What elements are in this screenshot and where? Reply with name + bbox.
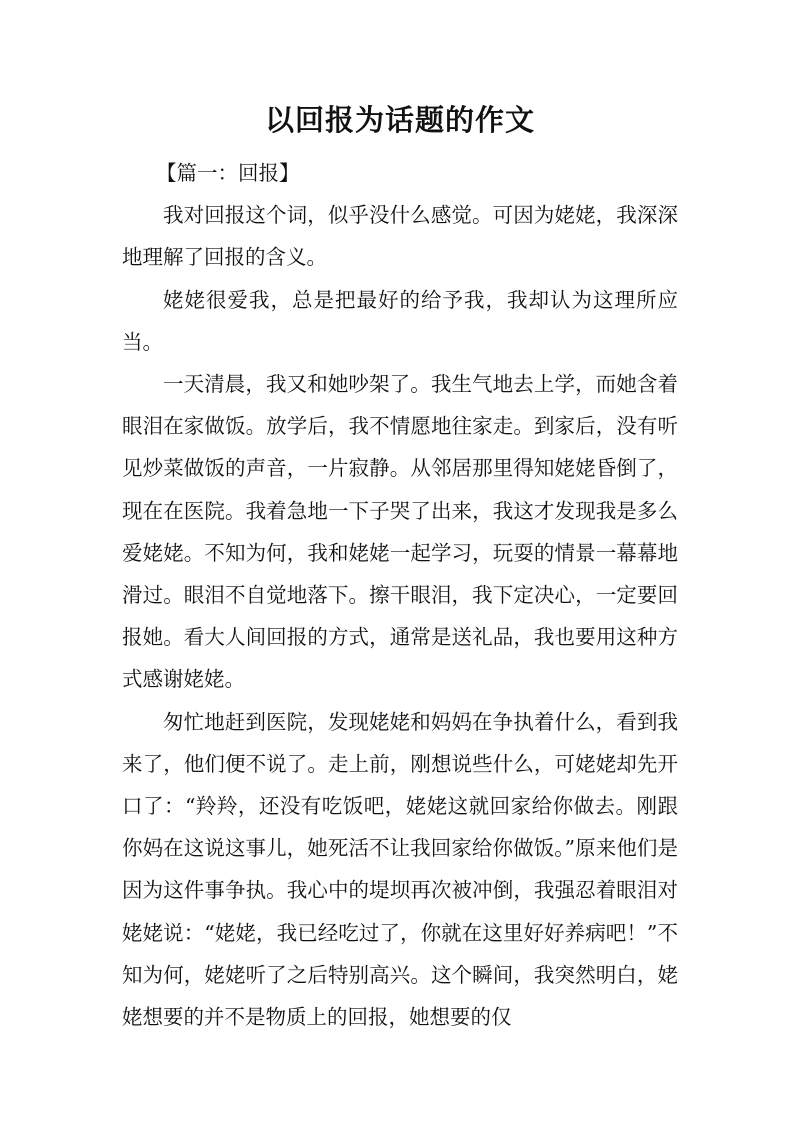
section-heading: 【篇一：回报】 (156, 161, 300, 185)
paragraph-3: 一天清晨，我又和她吵架了。我生气地去上学，而她含着眼泪在家做饭。放学后，我不情愿地往家走。到家后，没有听见炒菜做饭的声音，一片寂静。从邻居那里得知姥姥昏倒了，现在在医院。我着急地一下子哭了出来，我这才发现我是多么爱姥姥。不知为何，我和姥姥一起学习，玩耍的情景一幕幕地滑过。眼泪不自觉地落下。擦干眼泪，我下定决心，一定要回报她。看大人间回报的方式，通常是送礼品，我也要用这种方式感谢姥姥。 (122, 372, 678, 692)
paragraph-2: 姥姥很爱我，总是把最好的给予我，我却认为这理所应当。 (122, 287, 678, 354)
paragraph-4: 匆忙地赶到医院，发现姥姥和妈妈在争执着什么，看到我来了，他们便不说了。走上前，刚想说些什么，可姥姥却先开口了：“羚羚，还没有吃饭吧，姥姥这就回家给你做去。刚跟你妈在这说这事儿，她死活不让我回家给你做饭。”原来他们是因为这件事争执。我心中的堤坝再次被冲倒，我强忍着眼泪对姥姥说：“姥姥，我已经吃过了，你就在这里好好养病吧！”不知为何，姥姥听了之后特别高兴。这个瞬间，我突然明白，姥姥想要的并不是物质上的回报，她想要的仅 (122, 709, 678, 1030)
paragraph-1: 我对回报这个词，似乎没什么感觉。可因为姥姥，我深深地理解了回报的含义。 (122, 203, 678, 270)
document-title: 以回报为话题的作文 (264, 103, 535, 137)
document-body (122, 152, 678, 1038)
